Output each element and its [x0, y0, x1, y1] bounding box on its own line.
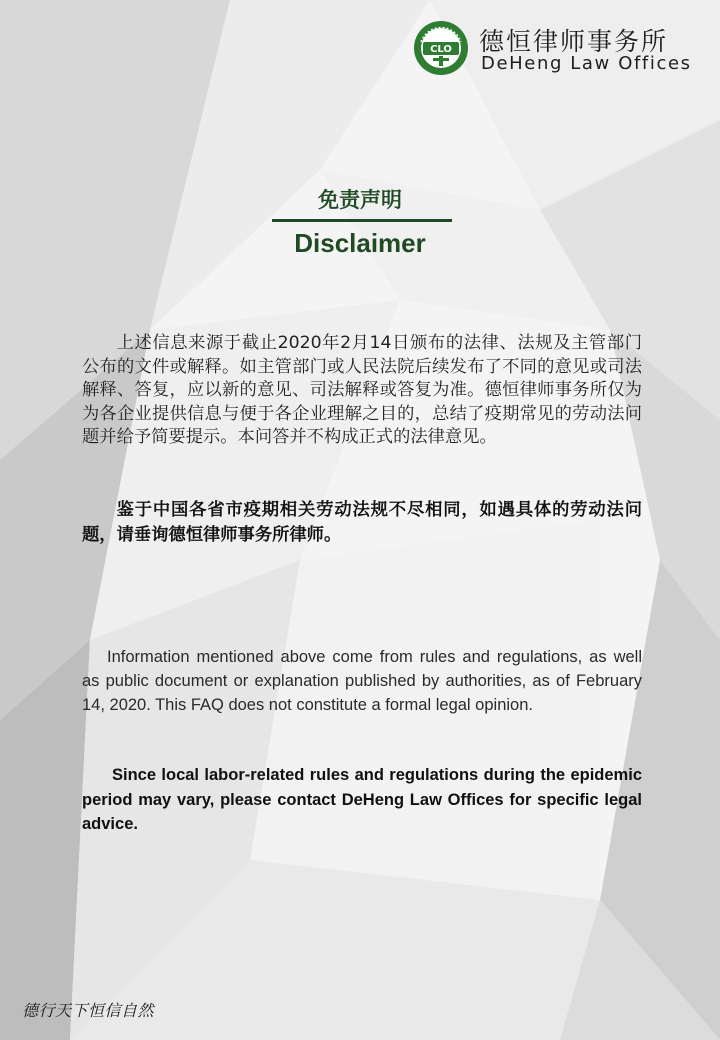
- logo-english-name: DeHeng Law Offices: [481, 53, 692, 74]
- header-logo: [413, 18, 713, 78]
- title-divider: [272, 219, 452, 222]
- disclaimer-cn-paragraph-1: 上述信息来源于截止2020年2月14日颁布的法律、法规及主管部门公布的文件或解释。如主管部门或人民法院后续发布了不同的意见或司法解释、答复，应以新的意见、司法解释或答复为准。德恒律师事务所仅为为各企业提供信息与便于各企业理解之目的，总结了疫期常见的劳动法问题并给予简要提示。本问答并不构成正式的法律意见。: [82, 333, 642, 447]
- deheng-emblem-icon: [413, 20, 469, 76]
- title-english: Disclaimer: [294, 228, 426, 258]
- logo-chinese-name: 德恒律师事务所: [479, 27, 669, 56]
- disclaimer-cn-paragraph-2: 鉴于中国各省市疫期相关劳动法规不尽相同，如遇具体的劳动法问题，请垂询德恒律师事务所律师。: [82, 500, 642, 545]
- disclaimer-en-paragraph-1: Information mentioned above come from rules and regulations, as well as public document or explanation published by authorities, as of February 14, 2020. This FAQ does not constitute a formal legal opinion.: [82, 648, 642, 714]
- emblem-initials: CLO: [430, 44, 452, 55]
- disclaimer-en-paragraph-2: Since local labor-related rules and regulations during the epidemic period may vary, please contact DeHeng Law Offices for specific legal advice.: [82, 766, 642, 833]
- footer-slogan: 德行天下恒信自然: [22, 1001, 155, 1020]
- title-chinese: 免责声明: [318, 188, 402, 212]
